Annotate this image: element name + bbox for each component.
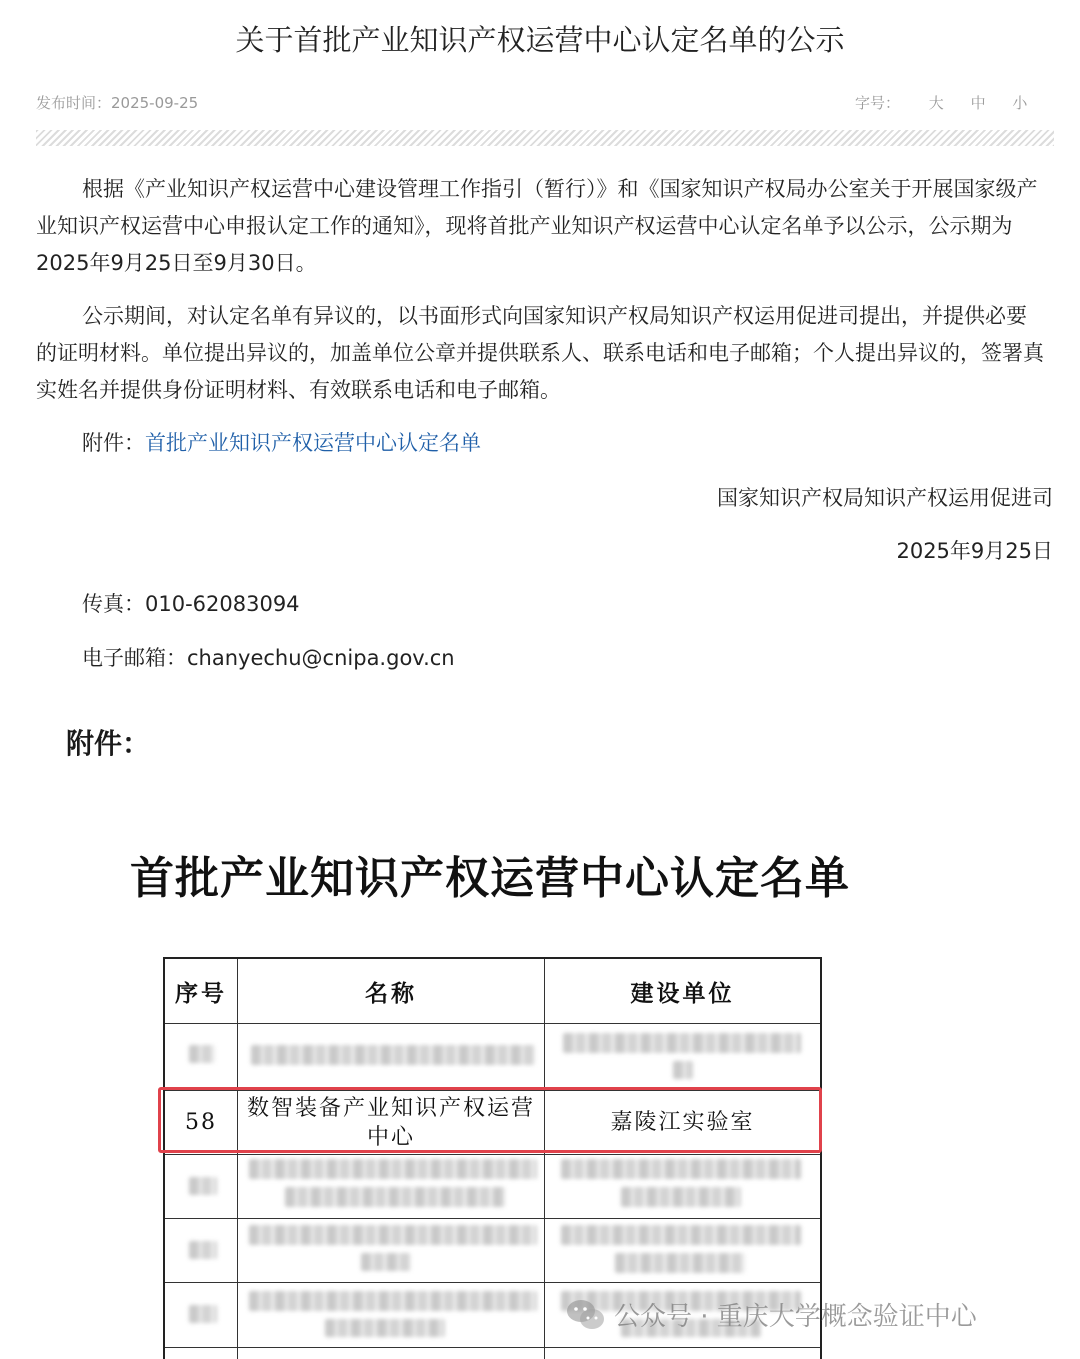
font-size-small-button[interactable]: 小 xyxy=(1012,94,1028,112)
signature-org: 国家知识产权局知识产权运用促进司 xyxy=(717,486,1053,510)
font-size-medium-button[interactable]: 中 xyxy=(970,94,986,112)
table-header-number: 序号 xyxy=(175,979,227,1007)
font-size-label: 字号： xyxy=(855,94,901,112)
article-title: 关于首批产业知识产权运营中心认定名单的公示 xyxy=(235,23,845,57)
table-row-divider xyxy=(165,1347,820,1348)
table-row-divider xyxy=(165,1023,820,1024)
blurred-cell xyxy=(189,1241,217,1259)
fax-number: 传真：010-62083094 xyxy=(82,592,300,616)
font-size-selector xyxy=(855,92,1039,113)
highlight-box xyxy=(158,1087,822,1153)
table-header-name: 名称 xyxy=(365,979,417,1007)
table-row-divider xyxy=(165,1282,820,1283)
table-cell-name: 数智装备产业知识产权运营中心 xyxy=(246,1095,535,1150)
attachment-link[interactable]: 首批产业知识产权运营中心认定名单 xyxy=(145,431,481,455)
blurred-cell xyxy=(621,1187,741,1207)
blurred-cell xyxy=(249,1225,537,1245)
blurred-cell xyxy=(615,1253,745,1273)
body-paragraph-2: 公示期间，对认定名单有异议的，以书面形式向国家知识产权局知识产权运用促进司提出，并提供必要的证明材料。单位提出异议的，加盖单位公章并提供联系人、联系电话和电子邮箱；个人提出异议的，签署真实姓名并提供身份证明材料、有效联系电话和电子邮箱。 xyxy=(36,304,1044,402)
blurred-cell xyxy=(249,1291,537,1311)
watermark-text: 公众号 · 重庆大学概念验证中心 xyxy=(614,1302,977,1332)
blurred-cell xyxy=(561,1159,801,1179)
table-cell-number: 58 xyxy=(185,1110,217,1135)
contact-email: 电子邮箱：chanyechu@cnipa.gov.cn xyxy=(82,646,455,670)
wechat-icon xyxy=(566,1298,606,1332)
table-header-unit: 建设单位 xyxy=(630,979,735,1007)
hatched-divider xyxy=(36,130,1054,146)
blurred-cell xyxy=(325,1319,445,1337)
watermark xyxy=(566,1296,977,1333)
blurred-cell xyxy=(673,1061,693,1079)
signature-date: 2025年9月25日 xyxy=(896,539,1053,563)
attachment-heading: 附件： xyxy=(66,727,151,760)
table-row-divider xyxy=(165,1218,820,1219)
blurred-cell xyxy=(251,1045,535,1065)
table-row-divider xyxy=(165,1154,820,1155)
font-size-large-button[interactable]: 大 xyxy=(928,94,944,112)
blurred-cell xyxy=(361,1253,411,1271)
blurred-cell xyxy=(189,1305,217,1323)
attachment-line xyxy=(82,425,481,462)
blurred-cell xyxy=(563,1033,801,1053)
blurred-cell xyxy=(249,1159,537,1179)
blurred-cell xyxy=(285,1187,505,1207)
list-title: 首批产业知识产权运营中心认定名单 xyxy=(130,853,850,904)
publish-date: 发布时间：2025-09-25 xyxy=(36,94,199,112)
blurred-cell xyxy=(561,1225,801,1245)
body-paragraph-1: 根据《产业知识产权运营中心建设管理工作指引（暂行）》和《国家知识产权局办公室关于开展国家级产业知识产权运营中心申报认定工作的通知》，现将首批产业知识产权运营中心认定名单予以公示，公示期为2025年9月25日至9月30日。 xyxy=(36,177,1038,275)
table-cell-unit: 嘉陵江实验室 xyxy=(610,1110,755,1135)
attachment-label: 附件： xyxy=(82,431,145,455)
blurred-cell xyxy=(189,1045,215,1063)
blurred-cell xyxy=(189,1177,217,1195)
